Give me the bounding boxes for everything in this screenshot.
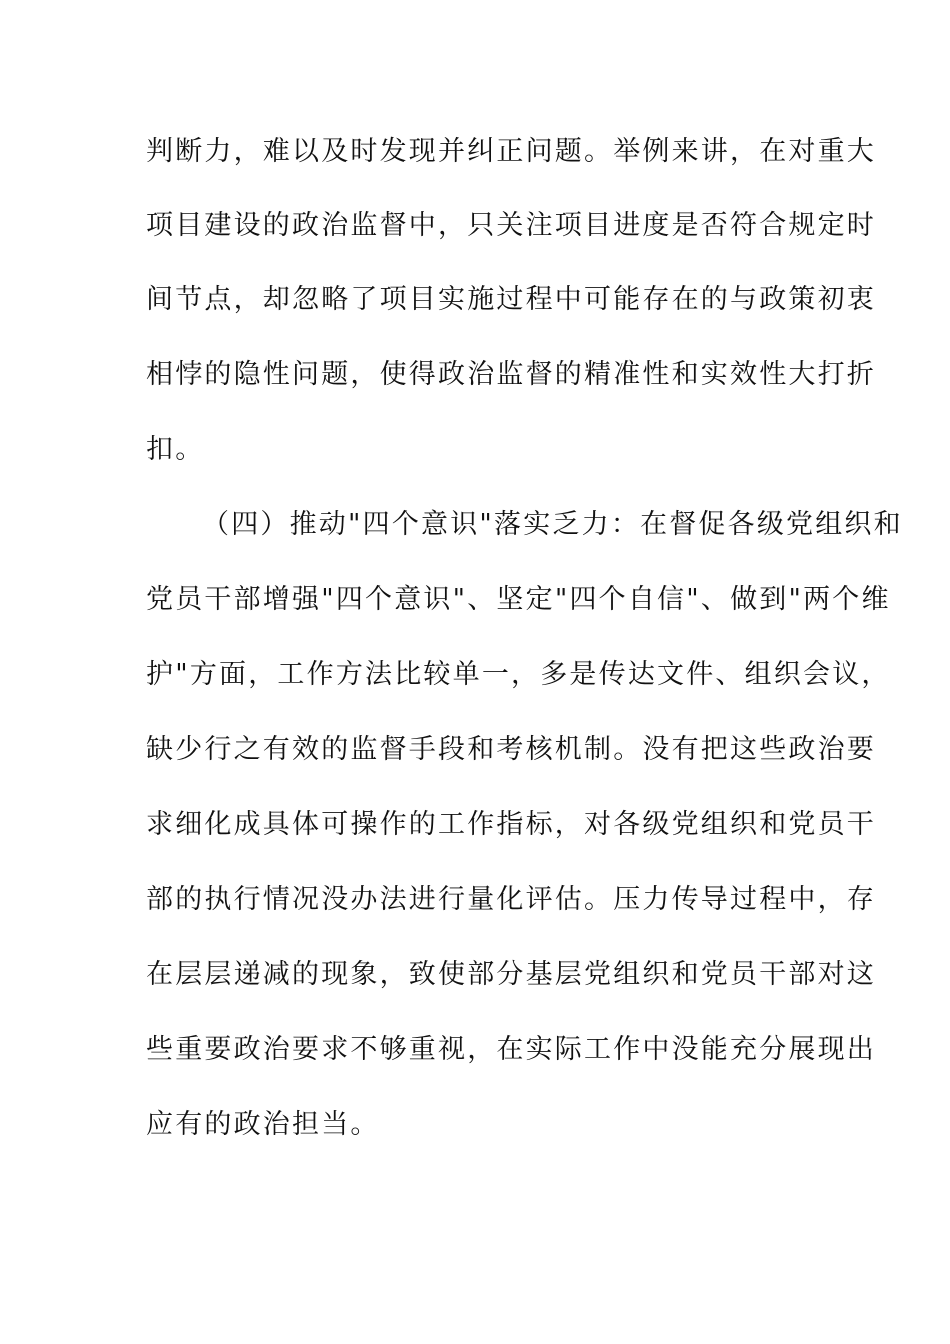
text-line: 护"方面，工作方法比较单一，多是传达文件、组织会议，: [146, 659, 891, 690]
text-line: 党员干部增强"四个意识"、坚定"四个自信"、做到"两个维: [146, 584, 891, 615]
text-line: 缺少行之有效的监督手段和考核机制。没有把这些政治要: [146, 734, 876, 765]
text-line: 项目建设的政治监督中，只关注项目进度是否符合规定时: [146, 210, 876, 241]
text-line: 部的执行情况没办法进行量化评估。压力传导过程中，存: [146, 884, 876, 915]
text-line: 扣。: [146, 434, 205, 465]
text-line: 在层层递减的现象，致使部分基层党组织和党员干部对这: [146, 959, 876, 990]
text-line: 求细化成具体可操作的工作指标，对各级党组织和党员干: [146, 809, 876, 840]
text-line: 判断力，难以及时发现并纠正问题。举例来讲，在对重大: [146, 136, 876, 167]
text-line: 间节点，却忽略了项目实施过程中可能存在的与政策初衷: [146, 284, 876, 315]
text-line: 些重要政治要求不够重视，在实际工作中没能充分展现出: [146, 1034, 876, 1065]
section-heading-line: （四）推动"四个意识"落实乏力：在督促各级党组织和: [202, 509, 903, 540]
text-line: 相悖的隐性问题，使得政治监督的精准性和实效性大打折: [146, 359, 876, 390]
text-line: 应有的政治担当。: [146, 1109, 380, 1140]
